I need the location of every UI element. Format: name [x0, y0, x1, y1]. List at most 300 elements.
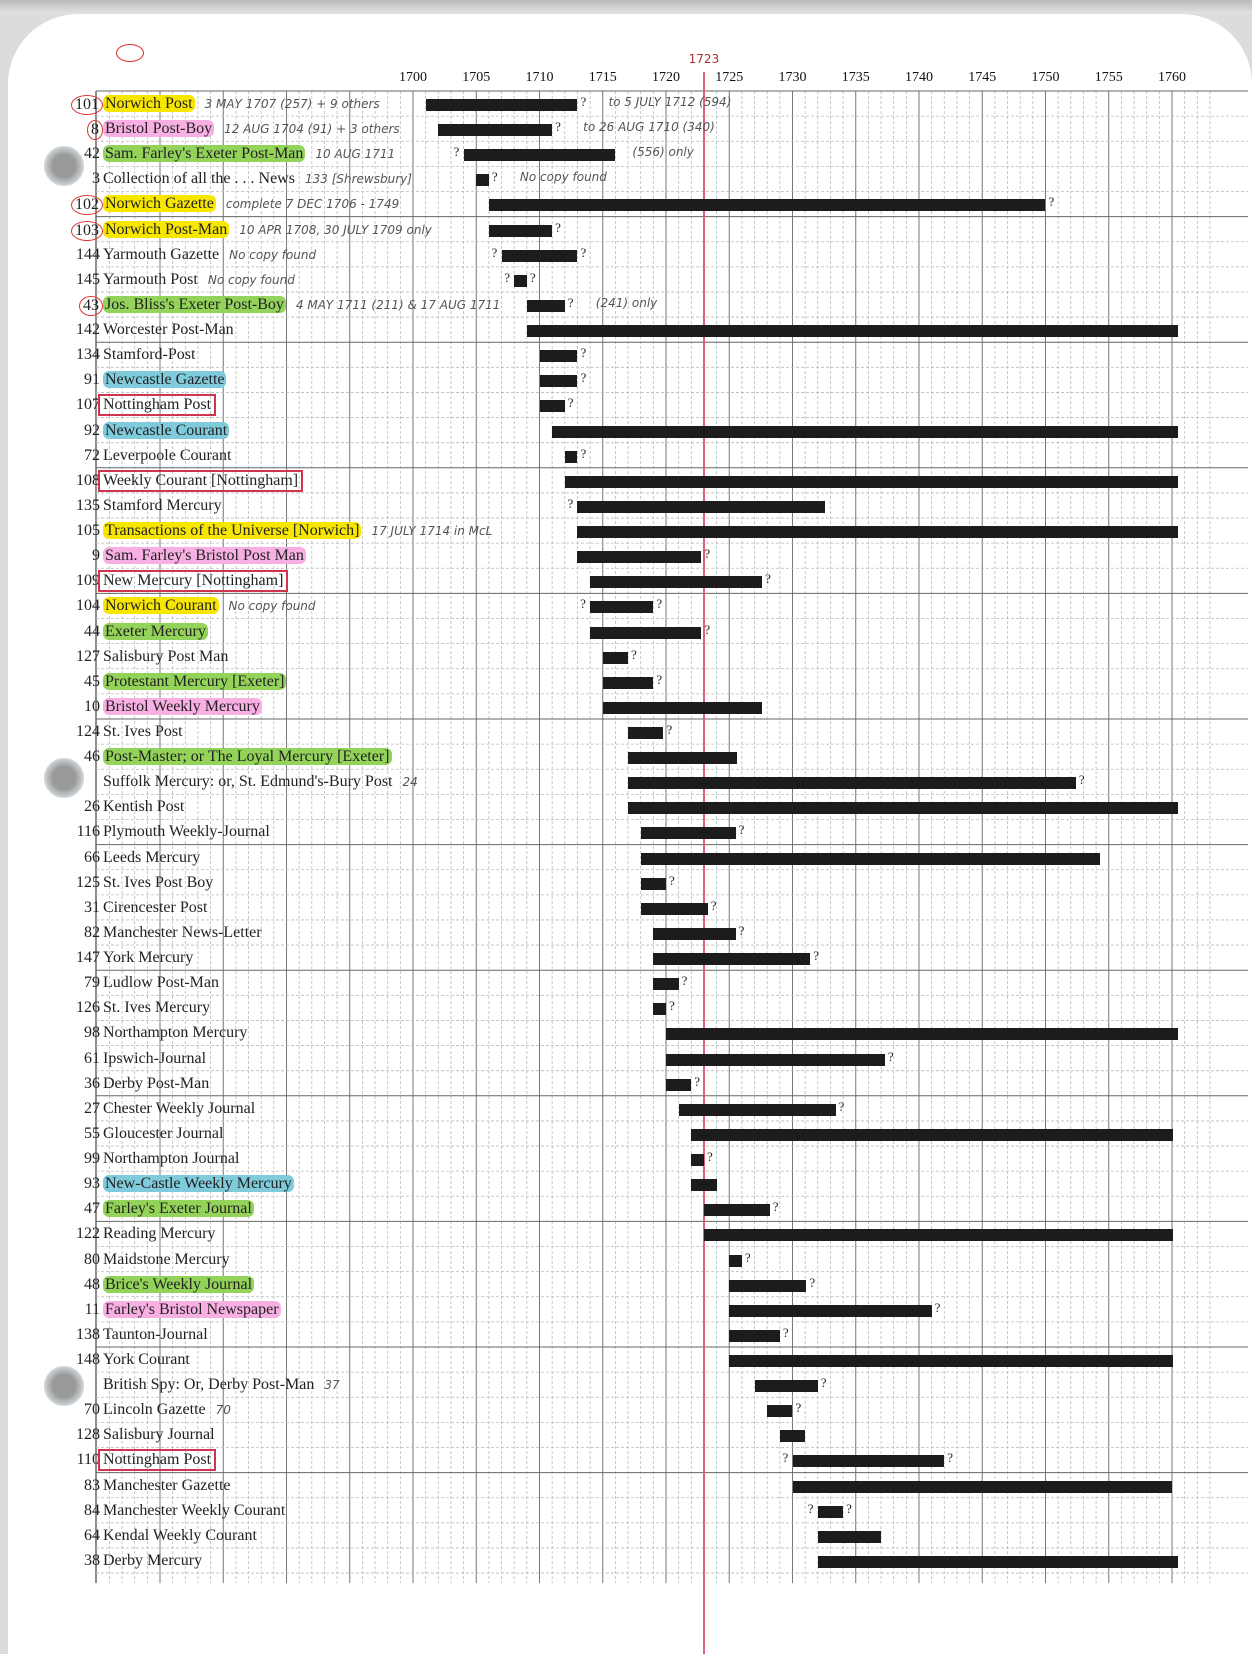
- handwritten-note: 24: [402, 775, 418, 790]
- row-number: 46: [84, 748, 100, 766]
- newspaper-row: [8, 670, 1252, 695]
- publication-bar: [780, 1430, 805, 1442]
- x-tick-label: 1760: [1158, 70, 1186, 85]
- publication-bar: [818, 1531, 881, 1543]
- newspaper-row: [8, 745, 1252, 770]
- row-number: 83: [84, 1476, 100, 1494]
- newspaper-title: [100, 221, 435, 239]
- title-text: Salisbury Post Man: [103, 647, 229, 665]
- publication-bar: [729, 1330, 780, 1342]
- title-text: Kentish Post: [103, 798, 185, 816]
- x-tick-label: 1730: [778, 70, 807, 85]
- newspaper-row: [8, 167, 1252, 192]
- row-number: 55: [84, 1124, 100, 1142]
- title-text: Reading Mercury: [103, 1225, 216, 1243]
- newspaper-title: [100, 1175, 297, 1193]
- newspaper-row: [8, 192, 1252, 217]
- title-text: Norwich Post-Man: [105, 220, 228, 238]
- newspaper-row: [8, 1197, 1252, 1222]
- row-number: 135: [76, 496, 100, 514]
- uncertain-end-mark: ?: [947, 1450, 954, 1466]
- newspaper-title: [100, 1502, 288, 1520]
- title-text: Nottingham Post: [103, 396, 212, 414]
- newspaper-title: [100, 673, 289, 691]
- title-text: Norwich Gazette: [105, 195, 214, 213]
- title-text: Farley's Bristol Newspaper: [105, 1300, 279, 1318]
- title-text: Exeter Mercury: [105, 622, 206, 640]
- row-number: 128: [76, 1426, 100, 1444]
- newspaper-row: [8, 1499, 1252, 1524]
- publication-bar: [527, 300, 565, 312]
- newspaper-row: [8, 494, 1252, 519]
- row-number: 42: [84, 145, 100, 163]
- uncertain-end-mark: ?: [744, 1249, 751, 1265]
- newspaper-title: [100, 1552, 205, 1570]
- title-text: Bristol Weekly Mercury: [105, 697, 260, 715]
- x-tick-label: 1700: [399, 70, 427, 85]
- row-number: 84: [84, 1501, 100, 1519]
- uncertain-end-mark: ?: [710, 897, 717, 913]
- uncertain-end-mark: ?: [631, 646, 637, 662]
- row-number: 142: [76, 321, 100, 339]
- newspaper-title: [100, 849, 203, 867]
- handwritten-note: 4 MAY 1711 (211) & 17 AUG 1711: [295, 297, 501, 312]
- row-number: 9: [92, 547, 100, 565]
- uncertain-end-mark: ?: [809, 1274, 816, 1290]
- publication-bar: [552, 426, 1178, 438]
- handwritten-note: 10 APR 1708, 30 JULY 1709 only: [239, 222, 432, 237]
- uncertain-start-mark: ?: [580, 596, 586, 612]
- row-number: 8: [87, 120, 103, 140]
- row-number: 104: [76, 597, 100, 615]
- row-number: 47: [84, 1200, 100, 1218]
- newspaper-title: [100, 1376, 343, 1394]
- handwritten-note: 12 AUG 1704 (91) + 3 others: [224, 122, 400, 137]
- uncertain-end-mark: ?: [669, 872, 675, 888]
- publication-bar: [628, 752, 737, 764]
- newspaper-title: [100, 447, 234, 465]
- publication-bar: [628, 777, 1076, 789]
- publication-bar: [818, 1506, 843, 1518]
- newspaper-row: [8, 243, 1252, 268]
- newspaper-title: [100, 1024, 250, 1042]
- newspaper-title: [100, 321, 237, 339]
- title-text: Northampton Journal: [103, 1150, 240, 1168]
- row-number: 107: [76, 396, 100, 414]
- uncertain-end-mark: ?: [555, 119, 561, 135]
- uncertain-start-mark: ?: [504, 269, 510, 285]
- title-text: Bristol Post-Boy: [105, 120, 213, 138]
- title-text: Derby Mercury: [103, 1551, 203, 1569]
- row-number: 45: [84, 672, 100, 690]
- row-number: 134: [76, 346, 100, 364]
- uncertain-end-mark: ?: [704, 621, 711, 637]
- uncertain-end-mark: ?: [738, 822, 745, 838]
- newspaper-row: [8, 820, 1252, 845]
- publication-bar: [755, 1380, 818, 1392]
- newspaper-row: [8, 871, 1252, 896]
- row-number: 109: [76, 572, 100, 590]
- x-tick-label: 1715: [588, 70, 617, 85]
- publication-bar: [653, 928, 735, 940]
- row-number: 10: [84, 697, 100, 715]
- publication-bar: [628, 802, 1178, 814]
- publication-bar: [653, 953, 810, 965]
- newspaper-title: [100, 1301, 284, 1319]
- binder-hole: [44, 1366, 84, 1406]
- newspaper-title: [100, 145, 398, 163]
- publication-bar: [641, 853, 1100, 865]
- newspaper-title: [100, 949, 196, 967]
- uncertain-end-mark: ?: [580, 94, 587, 109]
- newspaper-row: [8, 645, 1252, 670]
- newspaper-row: [8, 444, 1252, 469]
- newspaper-title: [100, 572, 286, 590]
- row-number: 102: [71, 195, 103, 215]
- publication-bar: [590, 576, 762, 588]
- newspaper-title: [100, 170, 415, 188]
- title-text: Leverpoole Courant: [103, 446, 232, 464]
- publication-bar: [793, 1455, 945, 1467]
- row-number: 43: [79, 296, 103, 316]
- row-number: 144: [76, 245, 100, 263]
- newspaper-title: [100, 422, 232, 440]
- newspaper-title: [100, 748, 395, 766]
- uncertain-end-mark: ?: [567, 395, 574, 411]
- title-text: Cirencester Post: [103, 898, 208, 916]
- row-number: 122: [76, 1225, 100, 1243]
- newspaper-row: [8, 469, 1252, 494]
- uncertain-end-mark: ?: [772, 1199, 779, 1215]
- publication-bar: [590, 601, 653, 613]
- newspaper-title: [100, 95, 383, 113]
- publication-bar: [653, 1003, 666, 1015]
- timeline-chart: [8, 14, 1252, 1654]
- title-text: Farley's Exeter Journal: [105, 1200, 252, 1218]
- title-text: Stamford Mercury: [103, 496, 222, 514]
- x-tick-label: 1735: [841, 70, 870, 85]
- uncertain-start-mark: ?: [453, 144, 460, 160]
- uncertain-end-mark: ?: [529, 269, 536, 285]
- x-tick-label: 1745: [968, 70, 997, 85]
- newspaper-row: [8, 1398, 1252, 1423]
- title-text: Salisbury Journal: [103, 1426, 215, 1444]
- row-number: 145: [76, 270, 100, 288]
- publication-bar: [628, 727, 663, 739]
- newspaper-row: [8, 1072, 1252, 1097]
- publication-bar: [590, 627, 701, 639]
- title-text: Protestant Mercury [Exeter]: [105, 672, 285, 690]
- publication-bar: [514, 275, 527, 287]
- title-text: St. Ives Post Boy: [103, 873, 214, 891]
- title-text: Ludlow Post-Man: [103, 974, 219, 992]
- newspaper-title: [100, 1251, 233, 1269]
- row-number: 91: [84, 371, 100, 389]
- newspaper-row: [8, 318, 1252, 343]
- newspaper-row: [8, 117, 1252, 142]
- handwritten-note: No copy found: [229, 247, 317, 262]
- publication-bar: [691, 1129, 1173, 1141]
- title-text: Leeds Mercury: [103, 848, 201, 866]
- newspaper-row: [8, 268, 1252, 293]
- newspaper-row: [8, 368, 1252, 393]
- row-number: 66: [84, 848, 100, 866]
- newspaper-row: [8, 846, 1252, 871]
- newspaper-row: [8, 92, 1252, 117]
- row-number: 79: [84, 974, 100, 992]
- newspaper-title: [100, 974, 222, 992]
- title-text: Stamford-Post: [103, 346, 196, 364]
- newspaper-title: [100, 723, 186, 741]
- handwritten-note: complete 7 DEC 1706 - 1749: [225, 197, 400, 212]
- newspaper-title: [100, 1351, 193, 1369]
- newspaper-row: [8, 1524, 1252, 1549]
- publication-bar: [818, 1556, 1179, 1568]
- uncertain-end-mark: ?: [795, 1400, 802, 1416]
- row-number: 72: [84, 446, 100, 464]
- publication-bar: [793, 1481, 1173, 1493]
- publication-bar: [729, 1355, 1173, 1367]
- newspaper-row: [8, 1298, 1252, 1323]
- newspaper-title: [100, 823, 273, 841]
- row-number: 3: [92, 170, 100, 188]
- newspaper-row: [8, 519, 1252, 544]
- publication-bar: [577, 551, 701, 563]
- uncertain-end-mark: ?: [782, 1324, 789, 1340]
- row-number: 126: [76, 999, 100, 1017]
- newspaper-row: [8, 1122, 1252, 1147]
- newspaper-title: [100, 371, 229, 389]
- title-text: Jos. Bliss's Exeter Post-Boy: [105, 295, 284, 313]
- publication-bar: [489, 225, 552, 237]
- newspaper-row: [8, 1448, 1252, 1473]
- newspaper-row: [8, 1474, 1252, 1499]
- title-text: Taunton-Journal: [103, 1325, 208, 1343]
- newspaper-title: [100, 472, 301, 490]
- publication-bar: [476, 174, 489, 186]
- row-number: 124: [76, 723, 100, 740]
- uncertain-end-mark: ?: [1048, 194, 1055, 210]
- title-text: Manchester Gazette: [103, 1476, 231, 1494]
- publication-bar: [502, 250, 578, 262]
- publication-bar: [679, 1104, 836, 1116]
- row-number: 36: [84, 1074, 100, 1092]
- row-number: 92: [84, 421, 100, 439]
- title-text: British Spy: Or, Derby Post-Man: [103, 1376, 315, 1394]
- newspaper-row: [8, 393, 1252, 418]
- title-text: York Courant: [103, 1351, 190, 1368]
- row-number: 108: [76, 471, 100, 489]
- newspaper-title: [100, 1050, 209, 1068]
- newspaper-title: [100, 1125, 226, 1143]
- newspaper-row: [8, 770, 1252, 795]
- title-text: Brice's Weekly Journal: [105, 1275, 253, 1293]
- title-text: Northampton Mercury: [103, 1024, 248, 1042]
- publication-bar: [704, 1204, 770, 1216]
- newspaper-title: [100, 1100, 258, 1118]
- newspaper-row: [8, 1097, 1252, 1122]
- graph-paper-page: [8, 14, 1252, 1654]
- handwritten-note: No copy found: [207, 272, 295, 287]
- handwritten-note: No copy found: [228, 599, 316, 614]
- publication-bar: [577, 501, 825, 513]
- uncertain-end-mark: ?: [666, 722, 673, 737]
- newspaper-title: [100, 120, 403, 138]
- row-number: 103: [71, 221, 103, 241]
- marker-label: 1723: [688, 52, 720, 66]
- publication-bar: [438, 124, 552, 136]
- publication-bar: [729, 1280, 806, 1292]
- newspaper-row: [8, 343, 1252, 368]
- row-number: 64: [84, 1526, 100, 1544]
- uncertain-end-mark: ?: [656, 596, 663, 612]
- newspaper-row: [8, 1147, 1252, 1172]
- title-text: St. Ives Post: [103, 723, 183, 740]
- title-text: Norwich Post: [105, 95, 193, 112]
- x-tick-label: 1720: [652, 70, 680, 85]
- handwritten-note-after: No copy found: [519, 170, 607, 185]
- publication-bar: [666, 1054, 885, 1066]
- newspaper-row: [8, 1021, 1252, 1046]
- handwritten-note-after: (556) only: [632, 145, 694, 160]
- newspaper-row: [8, 142, 1252, 167]
- newspaper-row: [8, 946, 1252, 971]
- title-text: Derby Post-Man: [103, 1074, 210, 1092]
- uncertain-end-mark: ?: [669, 998, 675, 1014]
- row-number: 82: [84, 923, 100, 941]
- publication-bar: [767, 1405, 792, 1417]
- handwritten-note: 17 JULY 1714 in McL: [371, 524, 493, 539]
- title-text: Chester Weekly Journal: [103, 1099, 256, 1117]
- uncertain-end-mark: ?: [813, 948, 819, 964]
- uncertain-end-mark: ?: [704, 546, 711, 562]
- uncertain-start-mark: ?: [491, 244, 498, 260]
- newspaper-title: [100, 1075, 212, 1093]
- title-text: Yarmouth Post: [103, 270, 198, 288]
- handwritten-note: 37: [324, 1378, 340, 1393]
- newspaper-title: [100, 271, 298, 289]
- newspaper-row: [8, 1047, 1252, 1072]
- newspaper-title: [100, 798, 187, 816]
- row-number: 138: [76, 1325, 100, 1343]
- newspaper-row: [8, 896, 1252, 921]
- x-tick-label: 1710: [525, 70, 554, 85]
- row-number: 44: [84, 622, 100, 640]
- uncertain-end-mark: ?: [694, 1073, 701, 1089]
- newspaper-row: [8, 620, 1252, 645]
- newspaper-row: [8, 419, 1252, 444]
- publication-bar: [691, 1154, 704, 1166]
- title-text: Weekly Courant [Nottingham]: [103, 471, 299, 489]
- newspaper-title: [100, 623, 211, 641]
- title-text: New Mercury [Nottingham]: [103, 572, 284, 590]
- title-text: Worcester Post-Man: [103, 321, 234, 339]
- row-number: 110: [76, 1451, 100, 1469]
- uncertain-end-mark: ?: [681, 973, 688, 989]
- title-text: Ipswich-Journal: [103, 1049, 207, 1067]
- publication-bar: [540, 400, 565, 412]
- uncertain-end-mark: ?: [1078, 772, 1085, 788]
- newspaper-title: [100, 522, 495, 540]
- title-text: Maidstone Mercury: [103, 1250, 230, 1268]
- title-text: York Mercury: [103, 949, 194, 967]
- binder-hole: [44, 758, 84, 798]
- row-number: 61: [84, 1049, 100, 1067]
- uncertain-start-mark: ?: [567, 495, 574, 511]
- newspaper-row: [8, 569, 1252, 594]
- title-text: Transactions of the Universe [Norwich]: [105, 522, 360, 540]
- newspaper-title: [100, 195, 402, 213]
- publication-bar: [577, 526, 1178, 538]
- newspaper-title: [100, 1150, 242, 1168]
- newspaper-title: [100, 899, 210, 917]
- row-number: 80: [84, 1250, 100, 1268]
- handwritten-note-after: (241) only: [595, 295, 658, 310]
- title-text: Plymouth Weekly-Journal: [103, 823, 270, 841]
- newspaper-title: [100, 874, 216, 892]
- row-number: 98: [84, 1024, 100, 1042]
- row-number: 38: [84, 1551, 100, 1569]
- newspaper-row: [8, 795, 1252, 820]
- uncertain-end-mark: ?: [491, 169, 498, 185]
- publication-bar: [641, 903, 708, 915]
- title-text: Norwich Courant: [105, 597, 217, 615]
- newspaper-row: [8, 293, 1252, 318]
- binder-hole: [44, 146, 84, 186]
- newspaper-title: [100, 1200, 257, 1218]
- uncertain-end-mark: ?: [765, 571, 771, 587]
- publication-bar: [489, 199, 1046, 211]
- publication-bar: [653, 978, 678, 990]
- publication-bar: [729, 1305, 931, 1317]
- title-text: Yarmouth Gazette: [103, 245, 220, 263]
- newspaper-row: [8, 971, 1252, 996]
- publication-bar: [704, 1229, 1173, 1241]
- row-number: 101: [71, 95, 103, 115]
- title-text: St. Ives Mercury: [103, 999, 211, 1017]
- newspaper-title: [100, 497, 225, 515]
- newspaper-title: [100, 1276, 257, 1294]
- newspaper-title: [100, 246, 319, 264]
- newspaper-title: [100, 1225, 218, 1243]
- uncertain-end-mark: ?: [934, 1299, 941, 1315]
- uncertain-end-mark: ?: [555, 219, 561, 235]
- newspaper-title: [100, 396, 214, 414]
- newspaper-title: [100, 924, 265, 942]
- uncertain-end-mark: ?: [887, 1048, 894, 1064]
- row-number: 148: [76, 1351, 100, 1368]
- publication-bar: [666, 1079, 691, 1091]
- uncertain-end-mark: ?: [838, 1098, 845, 1114]
- newspaper-row: [8, 218, 1252, 243]
- row-number: 127: [76, 647, 100, 665]
- scan-edge: [0, 0, 1252, 14]
- title-text: Lincoln Gazette: [103, 1401, 206, 1419]
- row-number: 31: [84, 898, 100, 916]
- newspaper-title: [100, 1477, 233, 1495]
- publication-bar: [527, 325, 1178, 337]
- publication-bar: [426, 99, 578, 111]
- title-text: Suffolk Mercury: or, St. Edmund's-Bury Post: [103, 773, 393, 791]
- newspaper-title: [100, 1451, 214, 1469]
- newspaper-title: [100, 296, 503, 314]
- publication-bar: [565, 451, 578, 463]
- newspaper-title: [100, 773, 421, 791]
- title-text: Sam. Farley's Bristol Post Man: [105, 547, 304, 565]
- newspaper-title: [100, 999, 213, 1017]
- row-number: 26: [84, 798, 100, 816]
- uncertain-end-mark: ?: [567, 294, 574, 310]
